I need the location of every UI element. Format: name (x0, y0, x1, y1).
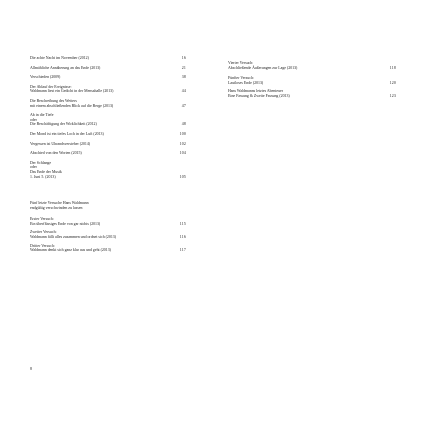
toc-entry-line: Der Mond ist ein tiefes Loch in der Luft (2013) (30, 131, 104, 136)
toc-page-number: 117 (179, 248, 186, 253)
toc-entry-line: Abschließende Äußerungen zur Lage (2013) (228, 65, 298, 70)
toc-page-number: 47 (181, 103, 186, 108)
toc-entry-title (30, 113, 186, 127)
toc-entry (30, 66, 186, 71)
toc-entry-line: Waldmann denkt sich ganz klar aus und geht (2013) (30, 248, 111, 253)
toc-entry-title (30, 201, 186, 210)
toc-entry-title (228, 61, 396, 70)
toc-entry-title (228, 89, 396, 98)
toc-entry-line: Der Ablauf der Ereignisse: (30, 84, 72, 89)
toc-page-number: 120 (389, 80, 396, 85)
toc-entry (30, 201, 186, 210)
toc-page-number: 116 (179, 235, 186, 240)
toc-entry-title (30, 142, 186, 147)
toc-entry-line: Hans Waldmanns letztes Abenteuer (228, 89, 284, 94)
toc-page-number: 100 (179, 131, 186, 136)
toc-entry-line: Zweiter Versuch: (30, 230, 57, 235)
toc-entry-line: 1. Juni 5. (2013) (30, 174, 56, 179)
toc-page-number: 123 (389, 93, 396, 98)
toc-entry-line: Allmähliche Annäherung an das Ende (2013) (30, 65, 101, 70)
toc-page-number: 21 (181, 65, 186, 70)
toc-entry (30, 230, 186, 239)
toc-entry (30, 151, 186, 156)
toc-entry-line: Waldmann liest ein Gedicht in der Mensahalle (2013) (30, 89, 114, 94)
toc-entry-line: Erster Versuch: (30, 217, 54, 222)
toc-page-number: 115 (179, 221, 186, 226)
toc-entry (30, 142, 186, 147)
toc-entry-line: endgültig verschwinden zu lassen (30, 205, 83, 210)
toc-entry-title (30, 132, 186, 137)
toc-entry-line: Fünfter Versuch: (228, 76, 254, 81)
toc-entry-line: Das Ende der Musik (30, 169, 62, 174)
toc-entry-title (30, 75, 186, 80)
toc-entry-line: oder (30, 165, 37, 170)
toc-entry-title (30, 161, 186, 179)
toc-entry (30, 99, 186, 108)
toc-entry-title (228, 76, 396, 85)
toc-entry-title (30, 66, 186, 71)
toc-entry-line: Ein überflüssiges Ende von gar nichts (2013) (30, 221, 101, 226)
toc-entry-line: Die Beschreibung des Wetters (30, 98, 77, 103)
toc-entry (30, 161, 186, 179)
toc-entry-title (30, 99, 186, 108)
toc-entry-title (30, 56, 186, 61)
toc-entry-line: Verschieden (2009) (30, 75, 61, 80)
toc-entry-title (30, 217, 186, 226)
toc-page-number: 16 (181, 56, 186, 60)
toc-entry (30, 85, 186, 94)
toc-page-number: 38 (181, 75, 186, 80)
toc-right-column (228, 61, 396, 99)
toc-entry-line: Die achte Nacht im November (2012) (30, 56, 89, 60)
toc-entry-line: Eine Fassung & Zweite Fassung (2013) (228, 93, 290, 98)
toc-entry-line: Die Beschäftigung der Wirklichkeit (2012) (30, 122, 97, 127)
toc-entry-title (30, 244, 186, 253)
toc-entry-line: Lautloses Ende (2013) (228, 80, 264, 85)
toc-page-number: 44 (181, 89, 186, 94)
toc-page-number: 102 (179, 141, 186, 146)
toc-entry-line: Vergessen ist Uhrandsversteher (2014) (30, 141, 91, 146)
toc-entry (30, 132, 186, 137)
toc-entry-title (30, 151, 186, 156)
toc-entry-line: Dritter Versuch: (30, 243, 55, 248)
toc-left-column (30, 56, 186, 253)
toc-entry (228, 76, 396, 85)
toc-entry (30, 113, 186, 127)
toc-entry (228, 61, 396, 70)
toc-entry (30, 244, 186, 253)
page-number: 8 (30, 366, 32, 371)
toc-entry (30, 75, 186, 80)
toc-entry-line: Vierter Versuch: (228, 61, 254, 65)
toc-page-number: 48 (181, 122, 186, 127)
toc-entry (30, 217, 186, 226)
toc-entry-line: Ab in die Tiefe (30, 113, 54, 118)
toc-entry-line: oder (30, 117, 37, 122)
toc-page-number: 118 (389, 65, 396, 70)
toc-entry-line: Abschied von den Worten (2015) (30, 151, 82, 156)
toc-entry-line: Der Schlange (30, 160, 52, 165)
toc-entry-line: Waldmann fällt alles zusammen und ordnet sich (2013) (30, 235, 117, 240)
toc-entry-line: mit einem abschließenden Blick auf die Berge (2013) (30, 103, 114, 108)
toc-entry-title (30, 230, 186, 239)
toc-entry (30, 56, 186, 61)
toc-entry-line: Fünf letzte Versuche Hans Waldmann (30, 201, 89, 206)
toc-entry (228, 89, 396, 98)
toc-page-number: 105 (179, 174, 186, 179)
toc-entry-title (30, 85, 186, 94)
toc-page-number: 104 (179, 151, 186, 156)
